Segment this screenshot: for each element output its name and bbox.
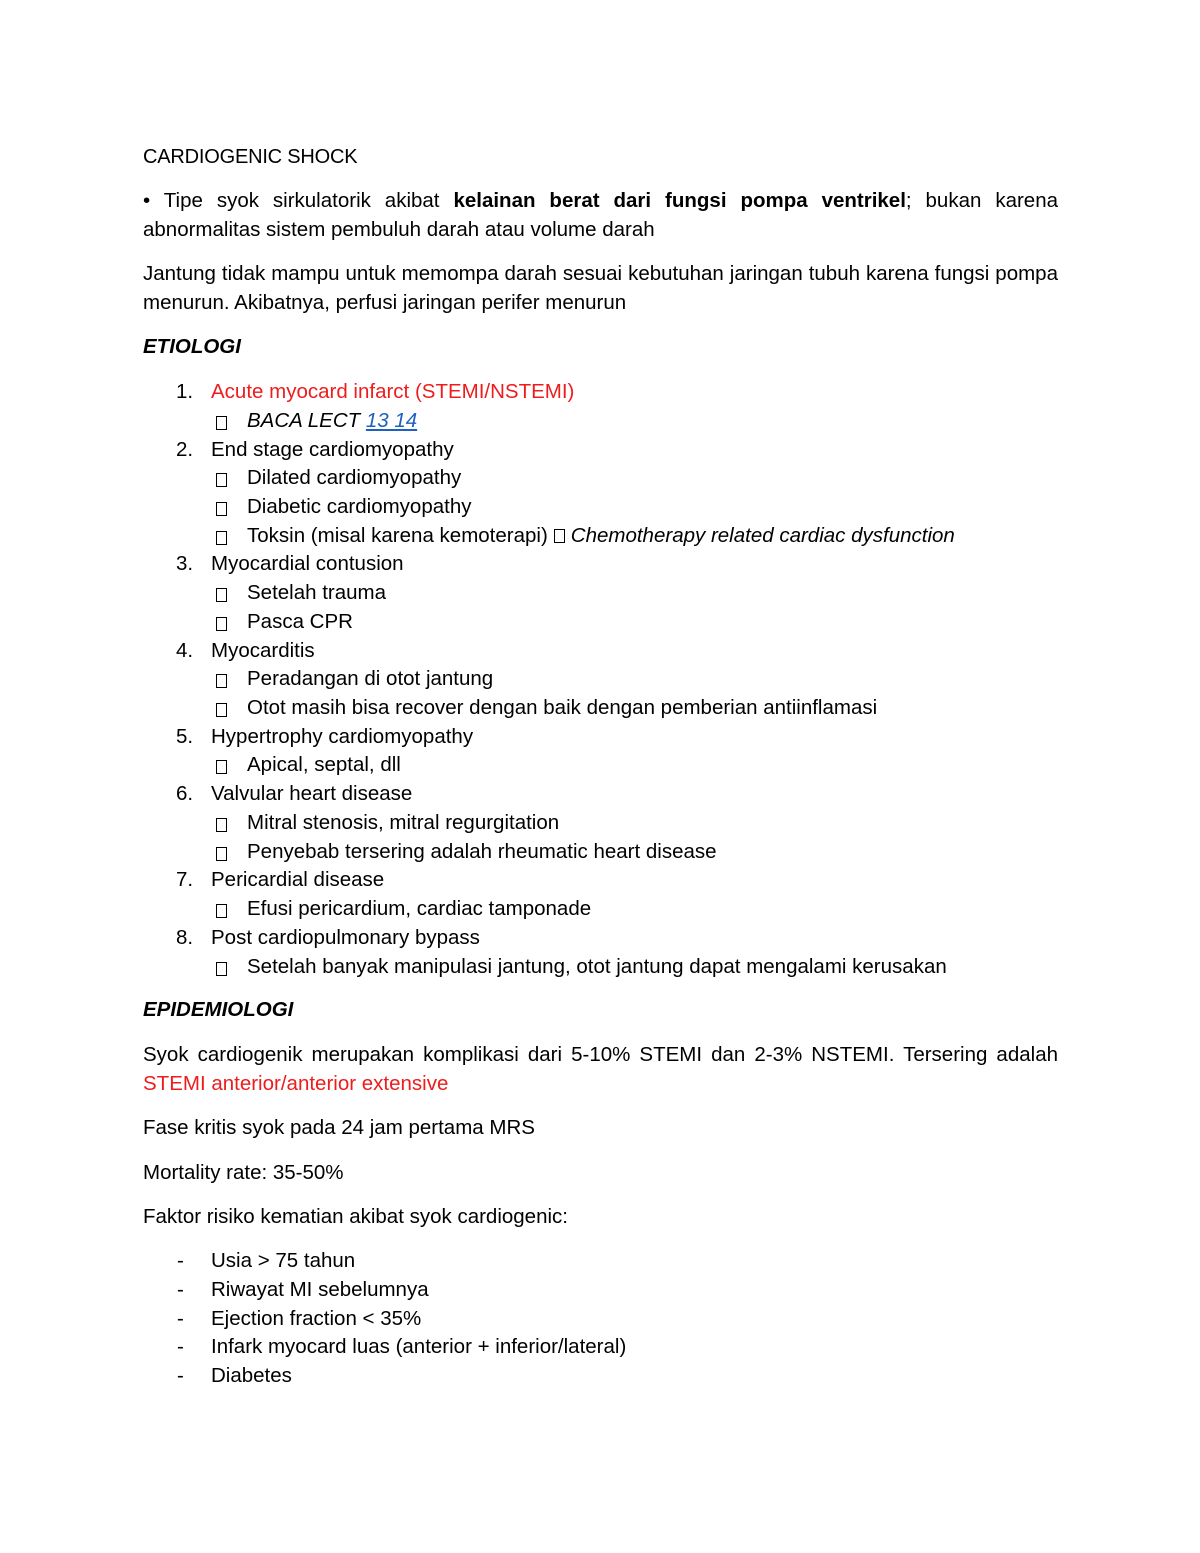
subitem-text: Apical, septal, dll xyxy=(247,753,401,776)
epi-line-1: Syok cardiogenik merupakan komplikasi dari 5-10% STEMI dan 2-3% NSTEMI. Tersering adalah xyxy=(143,1043,1058,1066)
paragraph-2: Jantung tidak mampu untuk memompa darah sesuai kebutuhan jaringan tubuh karena fungsi pompa menurun. Akibatnya, perfusi jaringan perifer menurun xyxy=(143,262,1058,314)
arrow-glyph-icon xyxy=(216,847,227,861)
etiologi-item-label: Hypertrophy cardiomyopathy xyxy=(211,725,474,748)
etiologi-subitem xyxy=(247,953,947,982)
arrow-glyph-icon xyxy=(216,473,227,487)
intro-text-1: Tipe syok sirkulatorik akibat xyxy=(163,189,454,212)
etiologi-subitem xyxy=(247,464,461,493)
intro-text-3: ; bukan karena abnormalitas sistem pembuluh darah atau volume darah xyxy=(143,189,1059,241)
etiologi-subitem xyxy=(247,522,955,551)
subitem-extra-text: Chemotherapy related cardiac dysfunction xyxy=(570,524,955,547)
subitem-text: Mitral stenosis, mitral regurgitation xyxy=(247,811,560,834)
etiologi-item-label: Acute myocard infarct (STEMI/NSTEMI) xyxy=(211,380,575,403)
etiologi-number: 6. xyxy=(176,782,194,805)
dash-marker: - xyxy=(177,1278,184,1301)
dash-marker: - xyxy=(177,1249,184,1272)
subitem-text: BACA LECT xyxy=(247,409,366,432)
arrow-glyph-icon xyxy=(216,703,227,717)
subitem-text: Peradangan di otot jantung xyxy=(247,667,494,690)
subitem-text: Pasca CPR xyxy=(247,610,353,633)
dash-marker: - xyxy=(177,1307,184,1330)
etiologi-subitem xyxy=(247,751,401,780)
subitem-text: Setelah trauma xyxy=(247,581,387,604)
intro-paragraph xyxy=(143,187,1058,244)
faktor-item: Riwayat MI sebelumnya xyxy=(211,1278,429,1301)
faktor-item: Infark myocard luas (anterior + inferior/lateral) xyxy=(211,1335,627,1358)
etiologi-number: 5. xyxy=(176,725,194,748)
epidemiologi-heading: EPIDEMIOLOGI xyxy=(143,998,294,1021)
dash-marker: - xyxy=(177,1335,184,1358)
document-page xyxy=(143,0,1058,1553)
subitem-text: Setelah banyak manipulasi jantung, otot jantung dapat mengalami kerusakan xyxy=(247,955,947,978)
arrow-glyph-icon xyxy=(216,818,227,832)
faktor-item: Diabetes xyxy=(211,1364,292,1387)
etiologi-subitem xyxy=(247,579,386,608)
etiologi-number: 7. xyxy=(176,868,194,891)
subitem-text: Dilated cardiomyopathy xyxy=(247,466,462,489)
etiologi-number: 2. xyxy=(176,438,194,461)
etiologi-subitem xyxy=(247,895,591,924)
arrow-glyph-icon xyxy=(216,502,227,516)
etiologi-item-label: Myocarditis xyxy=(211,639,315,662)
fase-text: Fase kritis syok pada 24 jam pertama MRS xyxy=(143,1116,535,1139)
etiologi-number: 3. xyxy=(176,552,194,575)
lecture-link[interactable]: 13 14 xyxy=(365,409,418,432)
page-title: CARDIOGENIC SHOCK xyxy=(143,146,358,168)
etiologi-subitem xyxy=(247,608,353,637)
arrow-glyph-icon xyxy=(216,617,227,631)
arrow-glyph-icon xyxy=(216,962,227,976)
arrow-glyph-icon xyxy=(216,531,227,545)
intro-text-bold: kelainan berat dari fungsi pompa ventrikel xyxy=(453,189,906,212)
faktor-item: Ejection fraction < 35% xyxy=(211,1307,422,1330)
arrow-glyph-icon xyxy=(216,588,227,602)
mortality-text: Mortality rate: 35-50% xyxy=(143,1161,344,1184)
arrow-glyph-icon xyxy=(216,904,227,918)
arrow-glyph-icon xyxy=(216,760,227,774)
etiologi-subitem xyxy=(247,838,717,867)
faktor-item: Usia > 75 tahun xyxy=(211,1249,356,1272)
epi-red-text: STEMI anterior/anterior extensive xyxy=(143,1071,449,1095)
arrow-glyph-icon xyxy=(216,674,227,688)
etiologi-number: 8. xyxy=(176,926,194,949)
etiologi-item-label: Post cardiopulmonary bypass xyxy=(211,926,480,949)
etiologi-number: 4. xyxy=(176,639,194,662)
subitem-text: Toksin (misal karena kemoterapi) xyxy=(247,524,548,547)
subitem-text: Otot masih bisa recover dengan baik dengan pemberian antiinflamasi xyxy=(247,696,878,719)
etiologi-subitem xyxy=(247,694,877,723)
subitem-text: Efusi pericardium, cardiac tamponade xyxy=(247,897,592,920)
subitem-text: Diabetic cardiomyopathy xyxy=(247,495,472,518)
etiologi-item-label: Pericardial disease xyxy=(211,868,385,891)
etiologi-subitem xyxy=(247,665,493,694)
etiologi-subitem xyxy=(247,407,417,436)
arrow-glyph-icon xyxy=(216,416,227,430)
etiologi-subitem xyxy=(247,493,471,522)
etiologi-number: 1. xyxy=(176,380,194,403)
etiologi-item-label: Valvular heart disease xyxy=(211,782,413,805)
epi-paragraph xyxy=(143,1041,1058,1098)
dash-marker: - xyxy=(177,1364,184,1387)
subitem-text: Penyebab tersering adalah rheumatic heart disease xyxy=(247,840,717,863)
faktor-heading: Faktor risiko kematian akibat syok cardiogenic: xyxy=(143,1205,568,1228)
arrow-glyph-icon xyxy=(554,529,565,543)
etiologi-item-label: Myocardial contusion xyxy=(211,552,404,575)
etiologi-subitem xyxy=(247,809,559,838)
etiologi-item-label: End stage cardiomyopathy xyxy=(211,438,454,461)
etiologi-heading: ETIOLOGI xyxy=(143,335,241,358)
bullet-glyph: • xyxy=(143,189,151,212)
